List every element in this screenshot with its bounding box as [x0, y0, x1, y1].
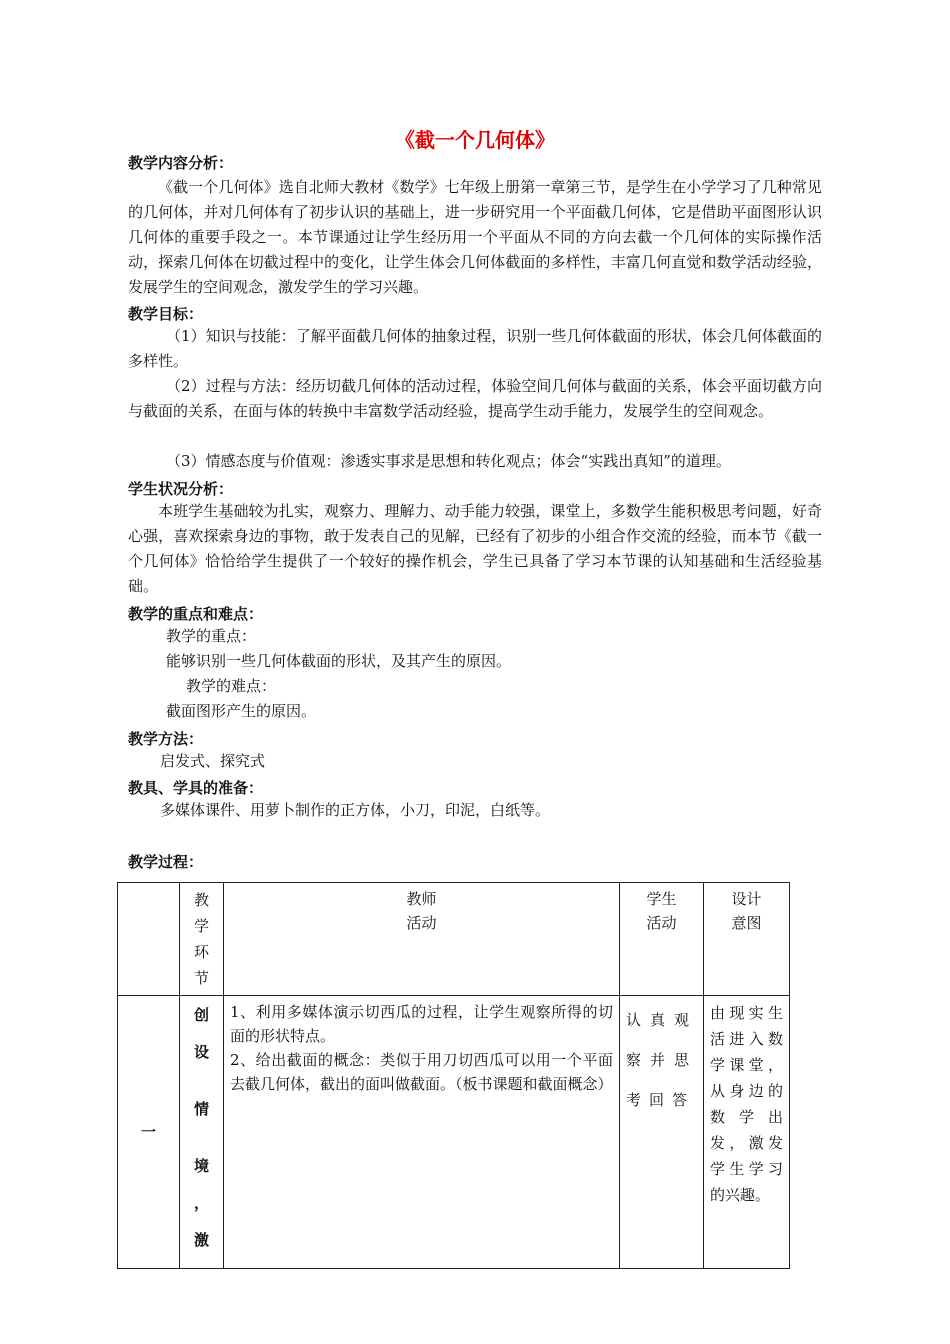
teacher-activity-cell [224, 996, 620, 1269]
stage-char: 激 [193, 1231, 209, 1249]
key-point-text: 能够识别一些几何体截面的形状，及其产生的原因。 [166, 652, 512, 670]
tools-text: 多媒体课件、用萝卜制作的正方体，小刀，印泥，白纸等。 [160, 801, 551, 819]
difficulty-label: 教学的难点： [186, 677, 277, 695]
method-text: 启发式、探究式 [160, 752, 266, 770]
design-intent: 由现实生活进入数学课堂，从身边的数学出发，激发学生学习的兴趣。 [710, 1004, 783, 1204]
heading-students: 学生状况分析： [128, 480, 234, 498]
heading-key-points: 教学的重点和难点： [128, 605, 264, 623]
heading-tools: 教具、学具的准备： [128, 779, 264, 797]
stage-char: 境 [193, 1157, 209, 1175]
header-design-line1: 设计 [731, 890, 762, 908]
heading-content-analysis: 教学内容分析： [128, 154, 234, 172]
teacher-activity-2: 2、给出截面的概念：类似于用刀切西瓜可以用一个平面去截几何体，截出的面叫做截面。（板书课题和截面概念） [230, 1051, 613, 1093]
difficulty-text: 截面图形产生的原因。 [166, 702, 317, 720]
header-stage-cell [180, 883, 224, 996]
table-row [118, 996, 790, 1269]
goal-item-3: （3）情感态度与价值观：渗透实事求是思想和转化观点；体会“实践出真知”的道理。 [166, 452, 731, 470]
stage-char: 设 [193, 1043, 209, 1061]
table-header-row [118, 883, 790, 996]
header-number-cell [118, 883, 180, 996]
goal-item-2: （2）过程与方法：经历切截几何体的活动过程，体验空间几何体与截面的关系，体会平面切截方向与截面的关系，在面与体的转换中丰富数学活动经验，提高学生动手能力，发展学生的空间观念。 [128, 377, 822, 420]
header-design-line2: 意图 [731, 914, 762, 932]
header-student-cell [620, 883, 704, 996]
header-teacher-line1: 教师 [406, 890, 437, 908]
stage-char: 创 [193, 1006, 209, 1024]
student-activity: 认真观察并思考回答 [626, 1011, 697, 1109]
heading-goals: 教学目标： [128, 305, 204, 323]
header-student-line1: 学生 [646, 890, 677, 908]
students-text: 本班学生基础较为扎实，观察力、理解力、动手能力较强，课堂上，多数学生能积极思考问题，好奇心强，喜欢探索身边的事物，敢于发表自己的见解，已经有了初步的小组合作交流的经验，而本节《截一个几何体》恰恰给学生提供了一个较好的操作机会，学生已具备了学习本节课的认知基础和生活经验基础。 [128, 502, 822, 595]
goal-item-1: （1）知识与技能：了解平面截几何体的抽象过程，识别一些几何体截面的形状，体会几何体截面的多样性。 [128, 327, 822, 370]
header-teacher-cell [224, 883, 620, 996]
header-stage: 教学环节 [194, 891, 210, 987]
header-teacher-line2: 活动 [406, 914, 437, 932]
header-student-line2: 活动 [646, 914, 677, 932]
student-activity-cell [620, 996, 704, 1269]
stage-number: 一 [118, 996, 180, 1269]
stage-char: 情 [193, 1100, 209, 1118]
heading-method: 教学方法： [128, 730, 204, 748]
heading-process: 教学过程： [128, 853, 204, 871]
stage-name-cell [180, 996, 224, 1269]
teaching-process-table [117, 882, 790, 1269]
teacher-activity-1: 1、利用多媒体演示切西瓜的过程，让学生观察所得的切面的形状特点。 [230, 1003, 613, 1045]
design-intent-cell [704, 996, 790, 1269]
content-analysis-text: 《截一个几何体》选自北师大教材《数学》七年级上册第一章第三节，是学生在小学学习了几种常见的几何体，并对几何体有了初步认识的基础上，进一步研究用一个平面截几何体，它是借助平面图形认识几何体的重要手段之一。本节课通过让学生经历用一个平面从不同的方向去截一个几何体的实际操作活动，探索几何体在切截过程中的变化，让学生体会几何体截面的多样性，丰富几何直觉和数学活动经验，发展学生的空间观念，激发学生的学习兴趣。 [128, 178, 822, 296]
header-design-cell [704, 883, 790, 996]
stage-char: ， [193, 1194, 209, 1212]
document-title: 《截一个几何体》 [395, 128, 555, 152]
key-point-label: 教学的重点： [166, 627, 257, 645]
